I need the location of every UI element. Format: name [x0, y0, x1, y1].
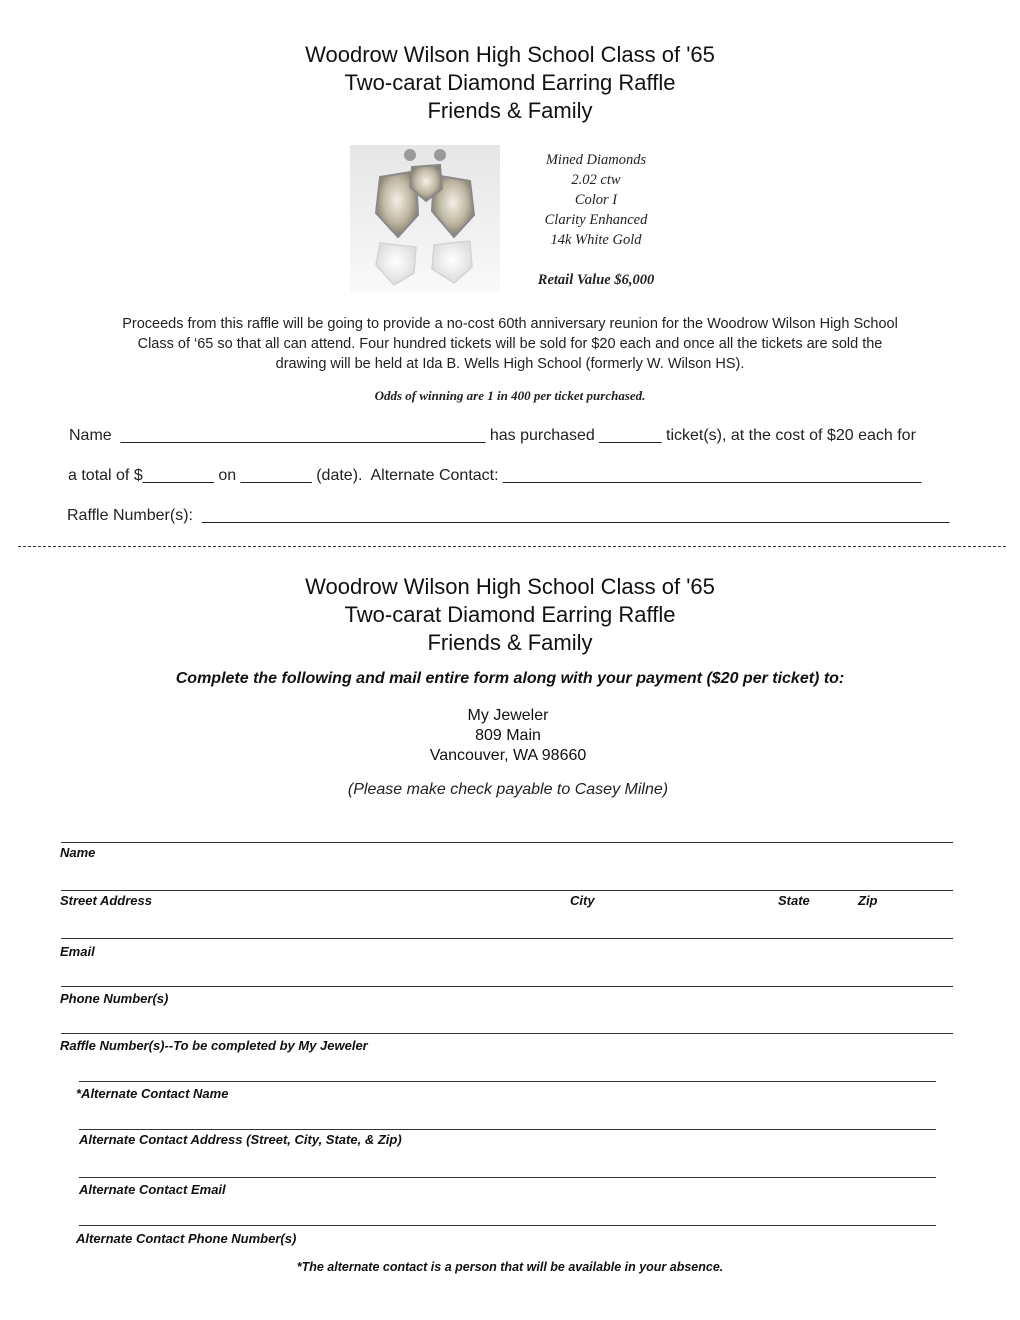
address-field[interactable]: [61, 890, 953, 891]
odds-statement: Odds of winning are 1 in 400 per ticket purchased.: [374, 388, 646, 403]
raffle-numbers-label: Raffle Number(s)--To be completed by My Jeweler: [60, 1038, 368, 1053]
state-label: State: [778, 893, 810, 908]
ticket-title: [0, 41, 1020, 125]
phone-field[interactable]: [61, 986, 953, 987]
diamond-earrings-icon: [350, 145, 500, 293]
alt-contact-name-label: *Alternate Contact Name: [76, 1086, 229, 1101]
spec-line: 14k White Gold: [550, 232, 642, 248]
alt-contact-email-field[interactable]: [79, 1177, 936, 1178]
proceeds-paragraph: [60, 314, 960, 374]
mail-instructions: Complete the following and mail entire form along with your payment ($20 per ticket) to:: [175, 670, 845, 687]
alt-contact-address-label: Alternate Contact Address (Street, City, State, & Zip): [79, 1132, 402, 1147]
cut-line: [18, 546, 1006, 547]
street-label: Street Address: [60, 893, 152, 908]
proceeds-line: Proceeds from this raffle will be going to provide a no-cost 60th anniversary reunion for the Woodrow Wilson High School: [122, 316, 898, 332]
name-field[interactable]: [61, 842, 953, 843]
address-line: 809 Main: [475, 727, 541, 744]
proceeds-line: drawing will be held at Ida B. Wells High School (formerly W. Wilson HS).: [275, 356, 745, 372]
alternate-contact-footnote: *The alternate contact is a person that will be available in your absence.: [296, 1260, 724, 1274]
earring-specs: [496, 150, 696, 290]
spec-line: 2.02 ctw: [571, 172, 621, 188]
ticket-raffle-number-line[interactable]: Raffle Number(s): ____________________________________________________________________________________: [67, 507, 950, 524]
proceeds-line: Class of ‘65 so that all can attend. Four hundred tickets will be sold for $20 each and once all the tickets are sold the: [137, 336, 883, 352]
form-title-line-2: Two-carat Diamond Earring Raffle: [344, 602, 676, 627]
alt-contact-phone-field[interactable]: [79, 1225, 936, 1226]
address-line: My Jeweler: [467, 707, 549, 724]
spec-line: Mined Diamonds: [545, 152, 647, 168]
ticket-title-line-2: Two-carat Diamond Earring Raffle: [344, 70, 676, 95]
form-title-line-1: Woodrow Wilson High School Class of '65: [305, 574, 715, 599]
spec-line: Clarity Enhanced: [544, 212, 648, 228]
alt-contact-phone-label: Alternate Contact Phone Number(s): [76, 1231, 297, 1246]
alt-contact-name-field[interactable]: [79, 1081, 936, 1082]
zip-label: Zip: [858, 893, 878, 908]
ticket-name-line[interactable]: Name _________________________________________ has purchased _______ ticket(s), at the cost of $20 each for: [69, 427, 916, 444]
email-field[interactable]: [61, 938, 953, 939]
form-title: [0, 573, 1020, 657]
form-title-line-3: Friends & Family: [427, 630, 593, 655]
earring-photo: [350, 145, 500, 293]
city-label: City: [570, 893, 595, 908]
alt-contact-email-label: Alternate Contact Email: [79, 1182, 226, 1197]
spec-line: Color I: [574, 192, 618, 208]
phone-label: Phone Number(s): [60, 991, 169, 1006]
payable-note: (Please make check payable to Casey Milne): [347, 781, 669, 798]
mailing-address: [0, 706, 1016, 766]
name-label: Name: [60, 845, 96, 860]
address-line: Vancouver, WA 98660: [429, 747, 587, 764]
ticket-title-line-1: Woodrow Wilson High School Class of '65: [305, 42, 715, 67]
ticket-total-line[interactable]: a total of $________ on ________ (date). Alternate Contact: _______________________________________________: [68, 467, 922, 484]
alt-contact-address-field[interactable]: [79, 1129, 936, 1130]
email-label: Email: [60, 944, 95, 959]
retail-value: Retail Value $6,000: [537, 272, 655, 288]
ticket-title-line-3: Friends & Family: [427, 98, 593, 123]
raffle-numbers-field[interactable]: [61, 1033, 953, 1034]
